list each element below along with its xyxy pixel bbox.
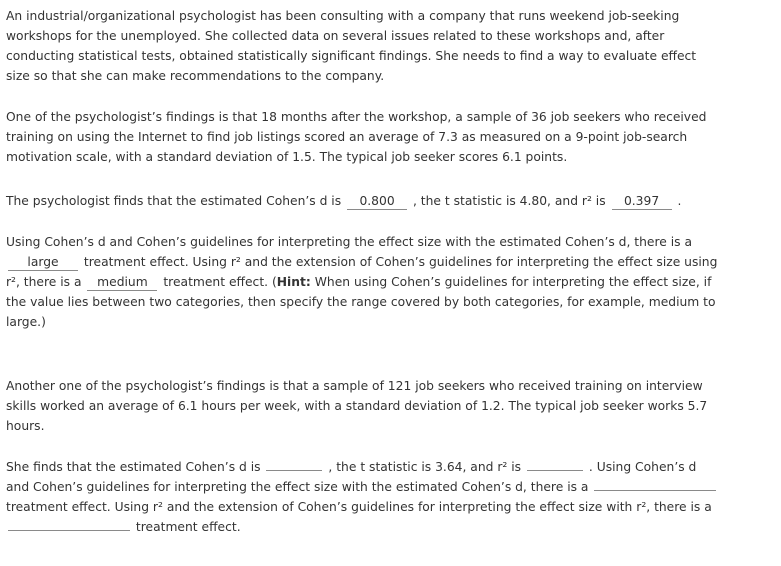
first-results-text-1: The psychologist finds that the estimated Cohen’s d is — [6, 194, 342, 208]
second-results-paragraph — [6, 457, 722, 537]
second-results-text-3: . Using Cohen’s d and Cohen’s guidelines for interpreting the effect size with the estimated Cohen’s d, there is a — [6, 460, 697, 494]
first-r-squared-dropdown[interactable]: 0.397 — [612, 193, 672, 210]
first-cohens-d-dropdown[interactable]: 0.800 — [347, 193, 407, 210]
second-results-text-4: treatment effect. Using r² and the extension of Cohen’s guidelines for interpreting the effect size with r², there is a — [6, 500, 712, 514]
second-d-category-dropdown[interactable] — [594, 490, 716, 491]
second-results-text-2: , the t statistic is 3.64, and r² is — [328, 460, 522, 474]
second-r-squared-dropdown[interactable] — [527, 470, 583, 471]
first-interp-text-3: treatment effect. ( — [163, 275, 277, 289]
first-results-sentence — [6, 191, 722, 211]
first-results-text-2: , the t statistic is 4.80, and r² is — [412, 194, 606, 208]
second-cohens-d-dropdown[interactable] — [266, 470, 322, 471]
second-results-text-5: treatment effect. — [135, 520, 241, 534]
hint-text: When using Cohen’s guidelines for interpreting the effect size, if the value lies between two categories, then specify the range covered by both categories, for example, medium to large.) — [6, 275, 716, 329]
second-finding-paragraph: Another one of the psychologist’s findings is that a sample of 121 job seekers who received training on interview skills worked an average of 6.1 hours per week, with a standard deviation of 1.2. The typical job seeker works 5.7 hours. — [6, 379, 708, 433]
first-finding-paragraph: One of the psychologist’s findings is that 18 months after the workshop, a sample of 36 job seekers who received training on using the Internet to find job listings scored an average of 7.3 as measured on a 9-point job-search motivation scale, with a standard deviation of 1.5. The typical job seeker scores 6.1 points. — [6, 110, 707, 164]
second-results-text-1: She finds that the estimated Cohen’s d is — [6, 460, 261, 474]
intro-paragraph: An industrial/organizational psychologist has been consulting with a company that runs weekend job-seeking workshops for the unemployed. She collected data on several issues related to these workshops and, after conducting statistical tests, obtained statistically significant findings. She needs to find a way to evaluate effect size so that she can make recommendations to the company. — [6, 9, 697, 83]
hint-label: Hint: — [276, 275, 311, 289]
first-results-text-3: . — [677, 194, 682, 208]
first-r2-category-dropdown[interactable]: medium — [87, 274, 157, 291]
first-interp-text-1: Using Cohen’s d and Cohen’s guidelines for interpreting the effect size with the estimated Cohen’s d, there is a — [6, 235, 692, 249]
first-interpretation-paragraph — [6, 232, 722, 332]
first-d-category-dropdown[interactable]: large — [8, 254, 78, 271]
second-r2-category-dropdown[interactable] — [8, 530, 130, 531]
first-interp-text-2: treatment effect. Using r² and the extension of Cohen’s guidelines for interpreting the effect size using r², there is a — [6, 255, 718, 289]
